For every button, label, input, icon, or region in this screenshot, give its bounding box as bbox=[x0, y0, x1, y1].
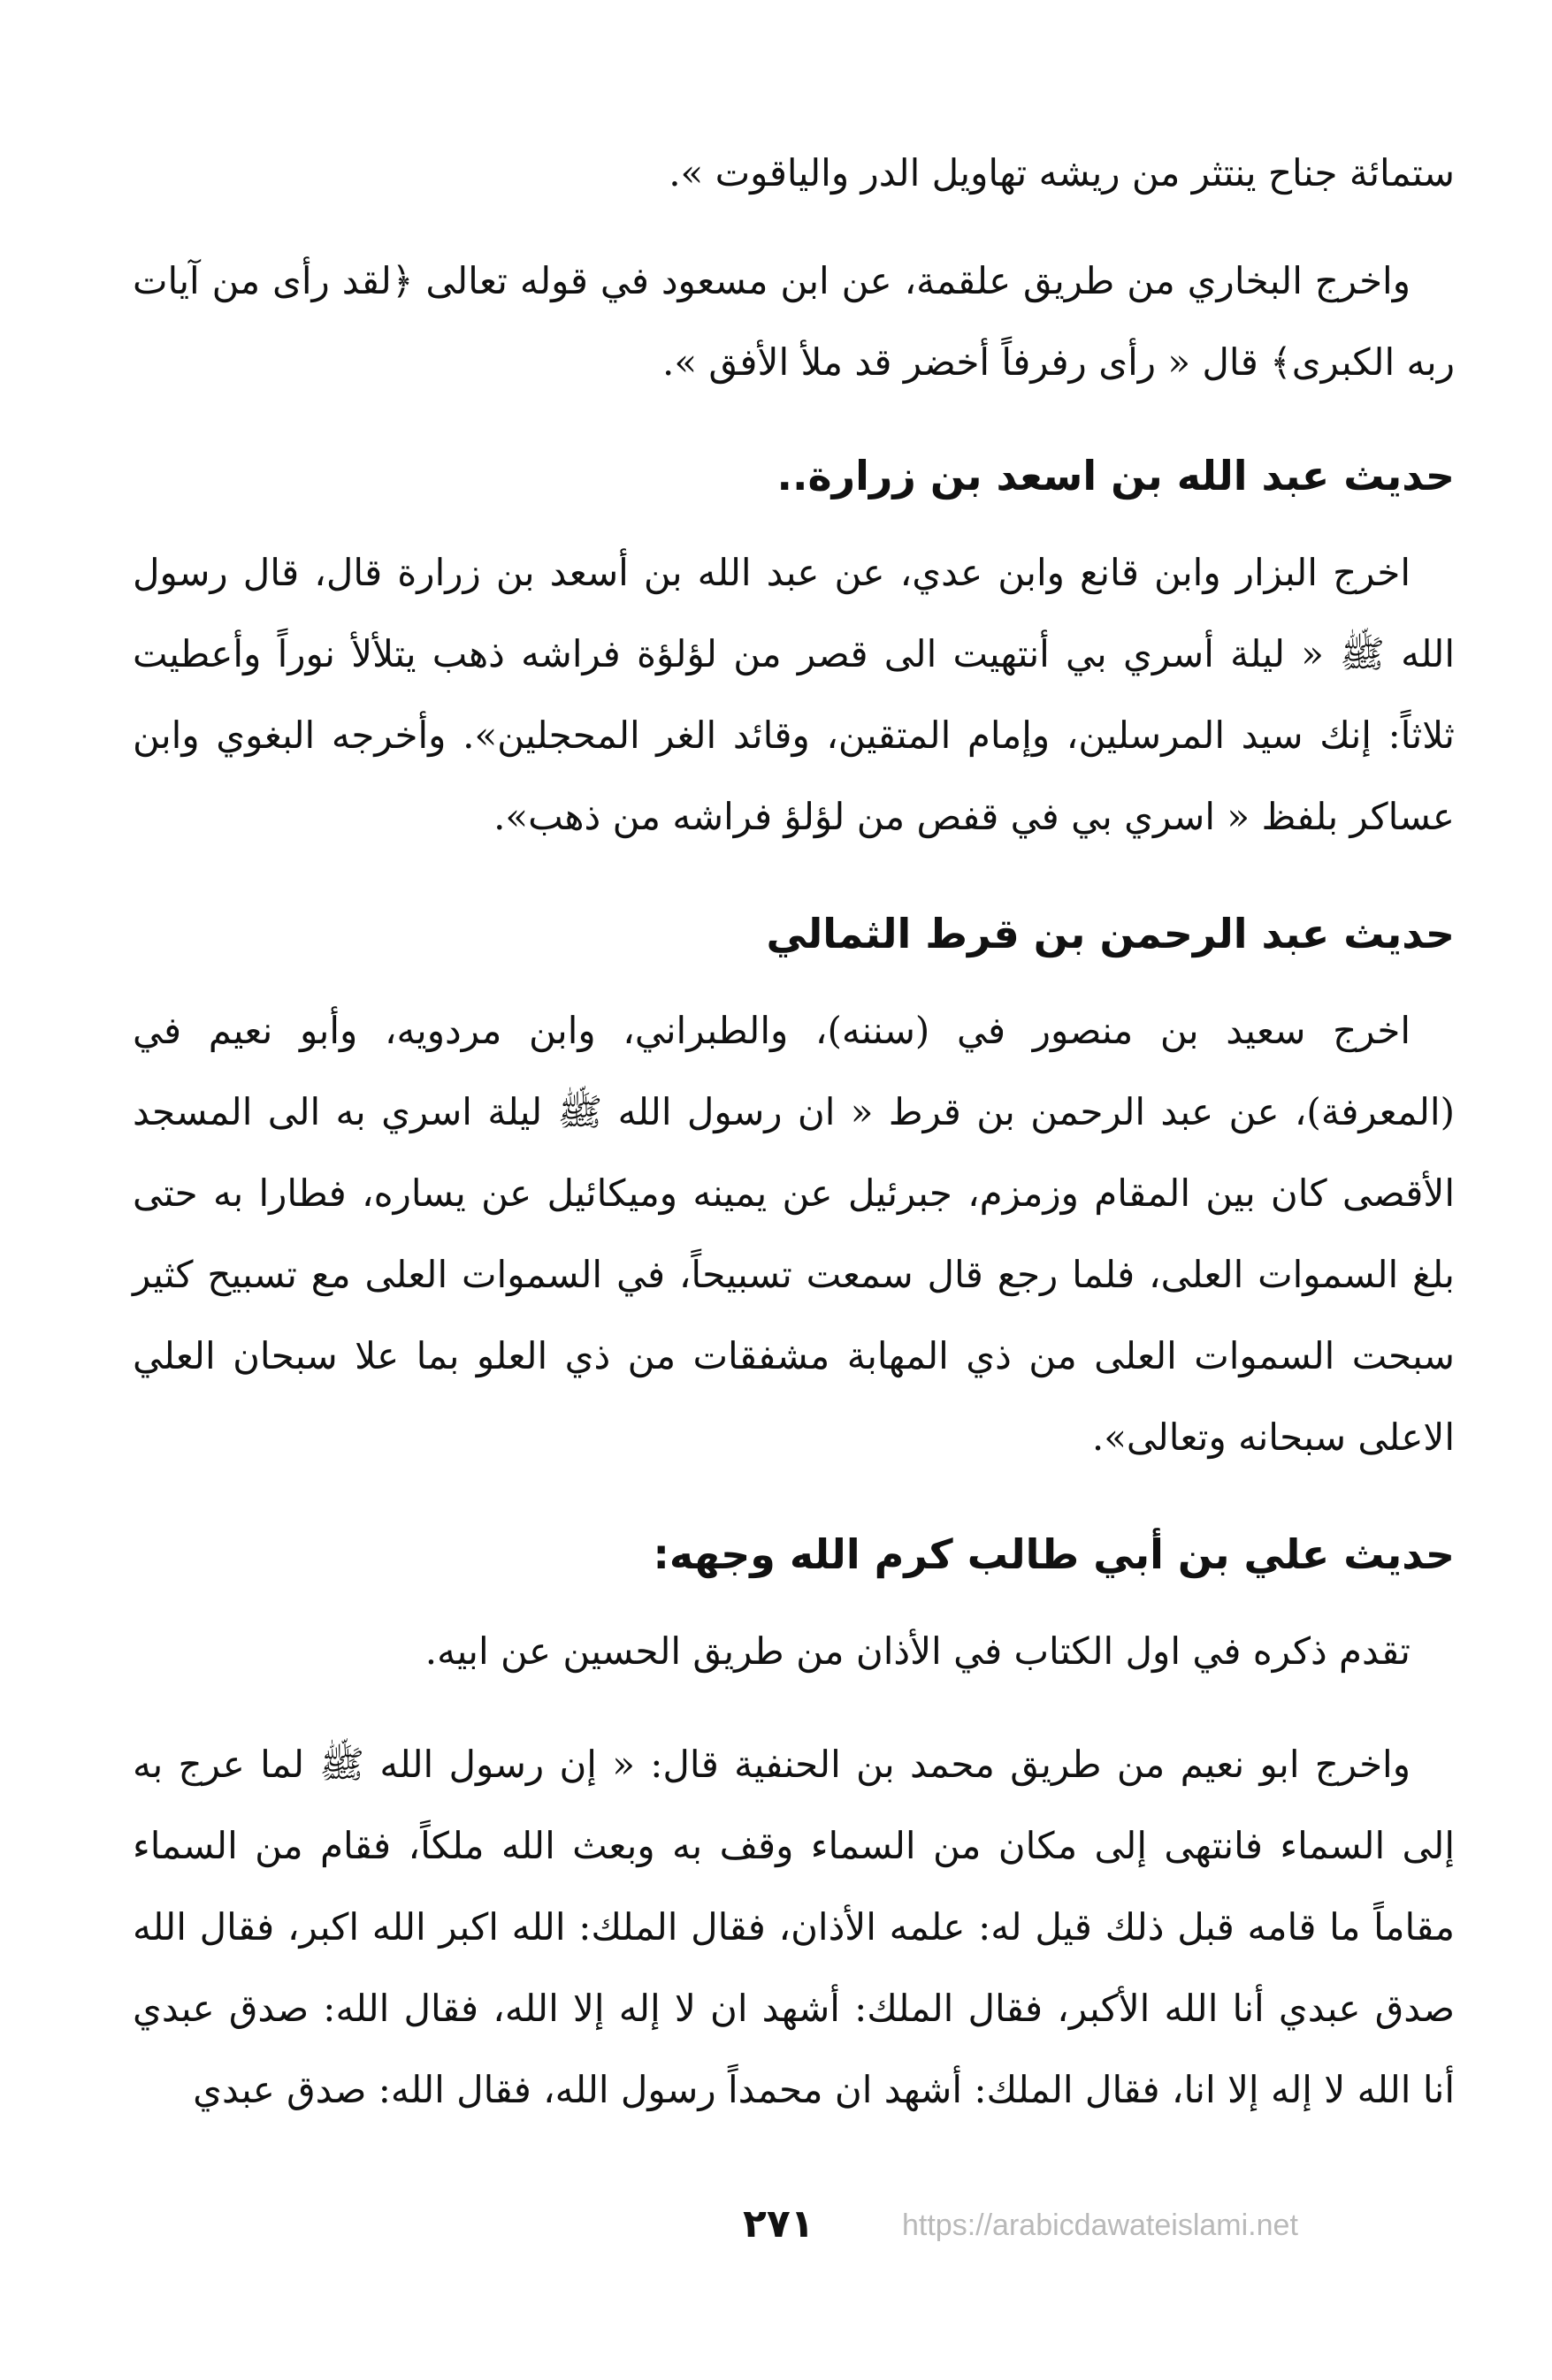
section-abdul-rahman-bin-qurt bbox=[133, 893, 1455, 1478]
section-abdullah-bin-asad bbox=[133, 435, 1455, 858]
section-heading: حديث عبد الله بن اسعد بن زرارة.. bbox=[776, 452, 1455, 500]
paragraph-hadith-text: واخرج ابو نعيم من طريق محمد بن الحنفية قال: « إن رسول الله ﷺ لما عرج به إلى السماء فانتهى إلى مكان من السماء وقف به وبعث الله ملكاً، فقام من السماء مقاماً ما قامه قبل ذلك قيل له: علمه الأذان، فقال الملك: الله اكبر الله اكبر، فقال الله صدق عبدي أنا الله الأكبر، فقال الملك: أشهد ان لا إله إلا الله، فقال الله: صدق عبدي أنا الله لا إله إلا انا، فقال الملك: أشهد ان محمداً رسول الله، فقال الله: صدق عبدي bbox=[133, 1743, 1455, 2111]
page-footer bbox=[0, 2201, 1552, 2254]
paragraph-continuation: ستمائة جناح ينتثر من ريشه تهاويل الدر والياقوت ». bbox=[669, 151, 1455, 195]
section-ali-bin-abi-talib bbox=[133, 1514, 1455, 2131]
paragraph-reference: تقدم ذكره في اول الكتاب في الأذان من طريق الحسين عن ابيه. bbox=[424, 1629, 1411, 1673]
watermark-url: https://arabicdawateislami.net bbox=[902, 2208, 1298, 2242]
page-body bbox=[133, 133, 1455, 2272]
paragraph-bukhari: واخرج البخاري من طريق علقمة، عن ابن مسعود في قوله تعالى ﴿لقد رأى من آيات ربه الكبرى﴾ قال « رأى رفرفاً أخضر قد ملأ الأفق ». bbox=[133, 259, 1455, 384]
paragraph-hadith-text: اخرج البزار وابن قانع وابن عدي، عن عبد الله بن أسعد بن زرارة قال، قال رسول الله ﷺ « ليلة أسري بي أنتهيت الى قصر من لؤلؤة فراشه ذهب يتلألأ نوراً وأعطيت ثلاثاً: إنك سيد المرسلين، وإمام المتقين، وقائد الغر المحجلين». وأخرجه البغوي وابن عساكر بلفظ « اسري بي في قفص من لؤلؤ فراشه من ذهب». bbox=[133, 551, 1455, 838]
paragraph-hadith-text: اخرج سعيد بن منصور في (سننه)، والطبراني، وابن مردويه، وأبو نعيم في (المعرفة)، عن عبد الرحمن بن قرط « ان رسول الله ﷺ ليلة اسري به الى المسجد الأقصى كان بين المقام وزمزم، جبرئيل عن يمينه وميكائيل عن يساره، فطارا به حتى بلغ السموات العلى، فلما رجع قال سمعت تسبيحاً، في السموات العلى مع تسبيح كثير سبحت السموات العلى من ذي المهابة مشفقات من ذي العلو بما علا سبحان العلي الاعلى سبحانه وتعالى». bbox=[133, 1009, 1455, 1459]
section-heading: حديث عبد الرحمن بن قرط الثمالي bbox=[766, 910, 1455, 957]
page-number: ٢٧١ bbox=[743, 2201, 814, 2247]
section-heading: حديث علي بن أبي طالب كرم الله وجهه: bbox=[653, 1530, 1455, 1578]
